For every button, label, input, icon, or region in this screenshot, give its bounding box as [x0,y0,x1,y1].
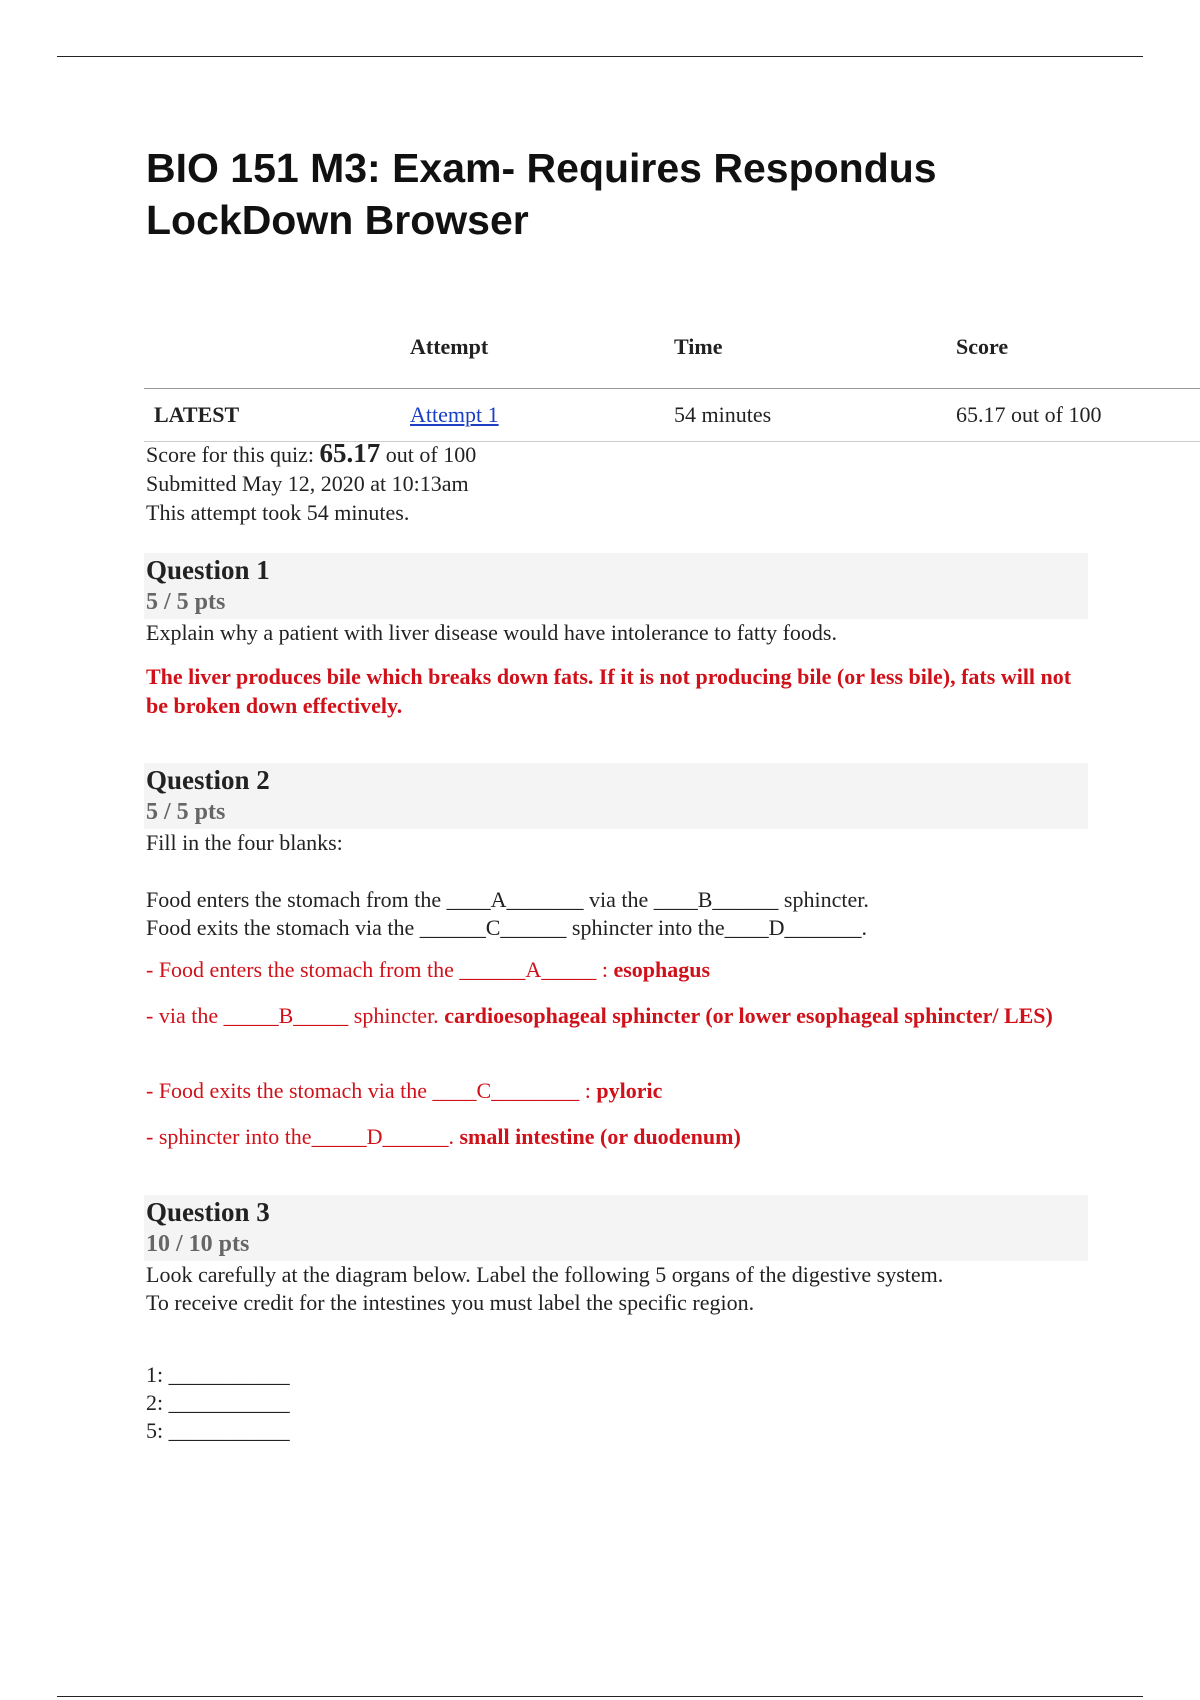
score-suffix: out of 100 [380,442,477,467]
duration-line: This attempt took 54 minutes. [146,500,410,525]
attempt-cell [400,389,664,442]
header-score: Score [956,334,1009,359]
label-blank-2: 2: ___________ [146,1390,290,1415]
question-3-prompt-1: Look carefully at the diagram below. Label the following 5 organs of the digestive system. [146,1262,944,1287]
answer-lead: - Food enters the stomach from the ______A_____ : [146,957,614,982]
question-2-sentence-1: Food enters the stomach from the ____A_______ via the ____B______ sphincter. [146,887,869,912]
answer-value: cardioesophageal sphincter (or lower esophageal sphincter/ LES) [444,1003,1053,1028]
score-cell: 65.17 out of 100 [946,389,1200,442]
submitted-line: Submitted May 12, 2020 at 10:13am [146,471,469,496]
latest-label: LATEST [144,389,400,442]
score-prefix: Score for this quiz: [146,442,320,467]
label-blank-5: 5: ___________ [146,1418,290,1443]
question-title: Question 3 [146,1197,270,1227]
time-cell: 54 minutes [664,389,946,442]
header-attempt: Attempt [410,334,489,359]
question-2-header [144,763,1088,829]
question-2-answer-d [146,1122,1086,1151]
answer-value: small intestine (or duodenum) [459,1124,741,1149]
question-2-prompt: Fill in the four blanks: [146,830,343,855]
top-rule [57,56,1143,57]
answer-lead: - via the _____B_____ sphincter. [146,1003,445,1028]
answer-value: esophagus [613,957,711,982]
table-row [144,389,1200,442]
question-title: Question 2 [146,765,270,795]
header-time: Time [674,334,723,359]
score-value: 65.17 [319,438,381,468]
answer-lead: - Food exits the stomach via the ____C________ : [146,1078,597,1103]
question-2-sentence-2: Food exits the stomach via the ______C______ sphincter into the____D_______. [146,915,868,940]
question-2-answer-c [146,1076,1086,1105]
answer-value: pyloric [596,1078,663,1103]
label-blank-1: 1: ___________ [146,1362,290,1387]
question-points: 5 / 5 pts [146,799,226,825]
question-points: 5 / 5 pts [146,589,226,615]
question-2-answer-b [146,1001,1086,1030]
page-title: BIO 151 M3: Exam- Requires Respondus LockDown Browser [146,145,937,243]
question-2-answer-a [146,955,1086,984]
header-empty [144,330,400,389]
quiz-score-line [146,439,476,469]
table-header-row [144,330,1200,389]
attempt-link[interactable]: Attempt 1 [410,402,499,427]
quiz-summary [146,439,476,527]
question-3-header [144,1195,1088,1261]
question-3-prompt-2: To receive credit for the intestines you must label the specific region. [146,1290,755,1315]
attempt-history-table [144,330,1200,442]
question-1-header [144,553,1088,619]
question-points: 10 / 10 pts [146,1231,250,1257]
bottom-rule [57,1696,1143,1697]
question-1-prompt: Explain why a patient with liver disease would have intolerance to fatty foods. [146,620,837,645]
question-title: Question 1 [146,555,270,585]
answer-lead: - sphincter into the_____D______. [146,1124,460,1149]
question-1-answer: The liver produces bile which breaks down fats. If it is not producing bile (or less bile), fats will not be broken down effectively. [146,664,1072,718]
